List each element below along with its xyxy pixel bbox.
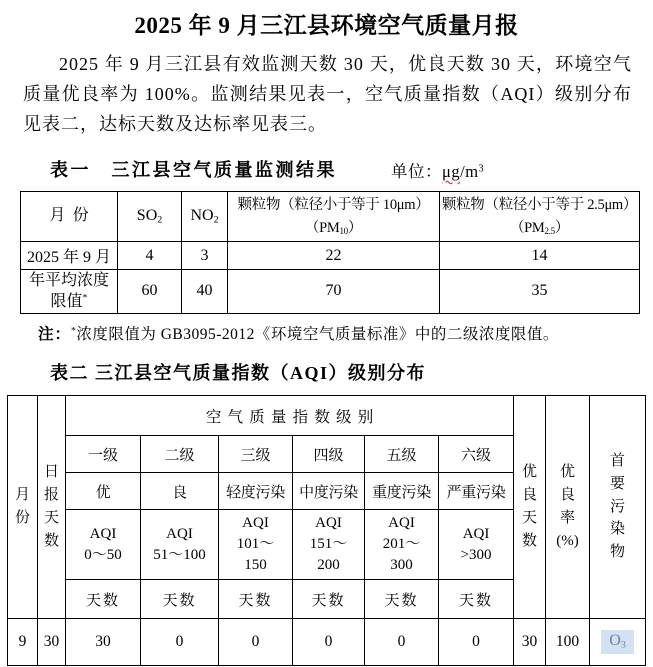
unit-microgram: μg: [442, 162, 461, 181]
t1-limit-pm25: 35: [440, 270, 640, 314]
data-level-4-days: 0: [293, 619, 365, 666]
vchar: 优: [560, 464, 576, 481]
t2-col-daily-days: [38, 396, 66, 619]
aqi-range-3: [219, 510, 293, 580]
data-level-1-days: 30: [66, 619, 141, 666]
table1-header-pm25: [440, 192, 640, 242]
aqi-range-6: [439, 510, 514, 580]
days-label-3: 天数: [219, 580, 293, 619]
aqi-line: AQI: [315, 515, 342, 531]
vchar: (%): [556, 532, 579, 549]
data-level-3-days: 0: [219, 619, 293, 666]
pollutant-form-field[interactable]: [601, 630, 634, 653]
pollutant-sub: 3: [620, 639, 626, 651]
data-level-6-days: 0: [439, 619, 514, 666]
unit-per-meter: /m: [460, 162, 479, 181]
t2-col-good-days: [514, 396, 546, 619]
days-label-5: 天数: [365, 580, 439, 619]
table2-aqi-distribution: [7, 395, 646, 666]
aqi-line: 0～50: [84, 546, 122, 563]
limit-label-line2: [21, 292, 117, 313]
t1-limit-label: [21, 270, 118, 314]
vchar: 染: [610, 521, 626, 538]
no2-base: NO: [190, 207, 214, 225]
table1-row-month: [21, 242, 640, 270]
limit-asterisk: *: [82, 292, 88, 304]
vchar: 天: [43, 510, 59, 526]
pollutant-base: O: [609, 632, 621, 650]
table1-caption: 表一 三江县空气质量监测结果: [50, 160, 337, 180]
level-1: 一级: [66, 436, 141, 473]
no2-sub: 2: [213, 214, 219, 226]
data-level-2-days: 0: [141, 619, 219, 666]
aqi-range-2: [141, 510, 219, 580]
intro-paragraph: 2025 年 9 月三江县有效监测天数 30 天，优良天数 30 天，环境空气质量优良率为 100%。监测结果见表一，空气质量指数（AQI）级别分布见表二，达标天数及达标率见表三。: [23, 54, 632, 134]
aqi-line: 300: [390, 557, 413, 573]
days-label-2: 天数: [141, 580, 219, 619]
page-title: 2025 年 9 月三江县环境空气质量月报: [134, 13, 519, 38]
days-label-6: 天数: [439, 580, 514, 619]
days-label-1: 天数: [66, 580, 141, 619]
aqi-line: 151～: [309, 536, 348, 552]
table1-caption-row: [50, 156, 653, 182]
data-level-5-days: 0: [365, 619, 439, 666]
table1-row-limit: [21, 270, 640, 314]
level-2: 二级: [141, 436, 219, 473]
pm10-symbol: [228, 217, 439, 239]
table1-monitoring-results: [20, 191, 640, 314]
pm25-desc: 颗粒物（粒径小于等于 2.5μm）: [441, 197, 638, 214]
vchar: 报: [43, 487, 59, 504]
t2-col-pollutant: [590, 396, 646, 619]
aqi-line: >300: [460, 546, 492, 563]
t1-limit-so2: 60: [118, 270, 182, 314]
vchar: 率: [560, 510, 576, 526]
t1-limit-pm10: 70: [228, 270, 440, 314]
t1-month-label: 2025 年 9 月: [21, 242, 118, 270]
vchar: 数: [522, 532, 538, 549]
note-prefix: 注：: [38, 326, 72, 343]
table1-unit: [391, 158, 484, 182]
level-name-2: 良: [141, 473, 219, 510]
level-name-3: 轻度污染: [219, 473, 293, 510]
aqi-line: AQI: [388, 515, 415, 531]
table1-header-so2: [118, 192, 182, 242]
level-5: 五级: [365, 436, 439, 473]
table2-data-row: [8, 619, 646, 666]
month-vertical-label: [8, 484, 37, 530]
vchar: 良: [522, 487, 538, 504]
pm10-open: （PM: [304, 219, 340, 236]
unit-prefix: 单位：: [391, 162, 442, 181]
t2-col-month: [8, 396, 38, 619]
data-month: 9: [8, 619, 38, 666]
vchar: 天: [522, 510, 538, 526]
aqi-range-5: [365, 510, 439, 580]
aqi-line: 200: [317, 557, 340, 573]
vchar: 良: [560, 487, 576, 504]
aqi-line: 150: [244, 557, 267, 573]
vchar: 日: [43, 464, 59, 481]
pm25-symbol: [440, 217, 639, 239]
days-label-4: 天数: [293, 580, 365, 619]
vchar: 要: [610, 475, 626, 492]
t2-group-header: 空气质量指数级别: [66, 396, 514, 436]
aqi-line: 51～100: [153, 546, 206, 563]
pm25-sub: 2.5: [544, 225, 555, 236]
t1-month-pm25: 14: [440, 242, 640, 270]
aqi-range-1: [66, 510, 141, 580]
pm10-sub: 10: [339, 225, 348, 236]
good-rate-vertical-label: [546, 461, 589, 552]
t1-month-no2: 3: [182, 242, 228, 270]
table1-note: [38, 322, 653, 344]
pm10-desc: 颗粒物（粒径小于等于 10μm）: [237, 197, 430, 214]
table1-header-pm10: [228, 192, 440, 242]
table2-caption: 表二 三江县空气质量指数（AQI）级别分布: [50, 363, 427, 383]
data-pollutant-cell: [590, 619, 646, 666]
aqi-line: 201～: [382, 536, 421, 552]
level-name-1: 优: [66, 473, 141, 510]
vchar: 首: [610, 453, 626, 469]
level-6: 六级: [439, 436, 514, 473]
vchar: 物: [610, 544, 626, 561]
daily-vertical-label: [38, 461, 65, 552]
vchar: 月: [14, 487, 30, 504]
pm10-close: ）: [347, 219, 363, 236]
level-4: 四级: [293, 436, 365, 473]
table1-header-row: [21, 192, 640, 242]
table1-header-no2: [182, 192, 228, 242]
limit-label-line1: 年平均浓度: [28, 271, 109, 289]
aqi-line: AQI: [242, 515, 269, 531]
data-daily-days: 30: [38, 619, 66, 666]
t2-col-good-rate: [546, 396, 590, 619]
vchar: 优: [522, 464, 538, 481]
so2-sub: 2: [157, 214, 163, 226]
aqi-range-4: [293, 510, 365, 580]
pm25-open: （PM: [509, 219, 545, 236]
note-asterisk: *: [71, 325, 77, 337]
level-name-6: 严重污染: [439, 473, 514, 510]
table1-header-month: 月份: [21, 192, 118, 242]
vchar: 份: [14, 510, 30, 526]
aqi-line: 101～: [236, 536, 275, 552]
vchar: 污: [610, 498, 626, 515]
data-good-days: 30: [514, 619, 546, 666]
t1-limit-no2: 40: [182, 270, 228, 314]
table2-group-header-row: [8, 396, 646, 436]
pm25-close: ）: [554, 219, 570, 236]
data-good-rate: 100: [546, 619, 590, 666]
aqi-line: AQI: [89, 525, 117, 542]
note-text: 浓度限值为 GB3095-2012《环境空气质量标准》中的二级浓度限值。: [76, 326, 559, 343]
t1-month-pm10: 22: [228, 242, 440, 270]
unit-exponent: 3: [478, 163, 485, 175]
t1-month-so2: 4: [118, 242, 182, 270]
level-name-5: 重度污染: [365, 473, 439, 510]
level-name-4: 中度污染: [293, 473, 365, 510]
vchar: 数: [43, 532, 59, 549]
pollutant-vertical-label: [590, 450, 645, 564]
limit-word: 限值: [50, 292, 83, 310]
good-days-vertical-label: [514, 461, 545, 552]
aqi-line: AQI: [166, 525, 193, 542]
aqi-line: AQI: [462, 525, 490, 542]
level-3: 三级: [219, 436, 293, 473]
so2-base: SO: [136, 207, 158, 225]
